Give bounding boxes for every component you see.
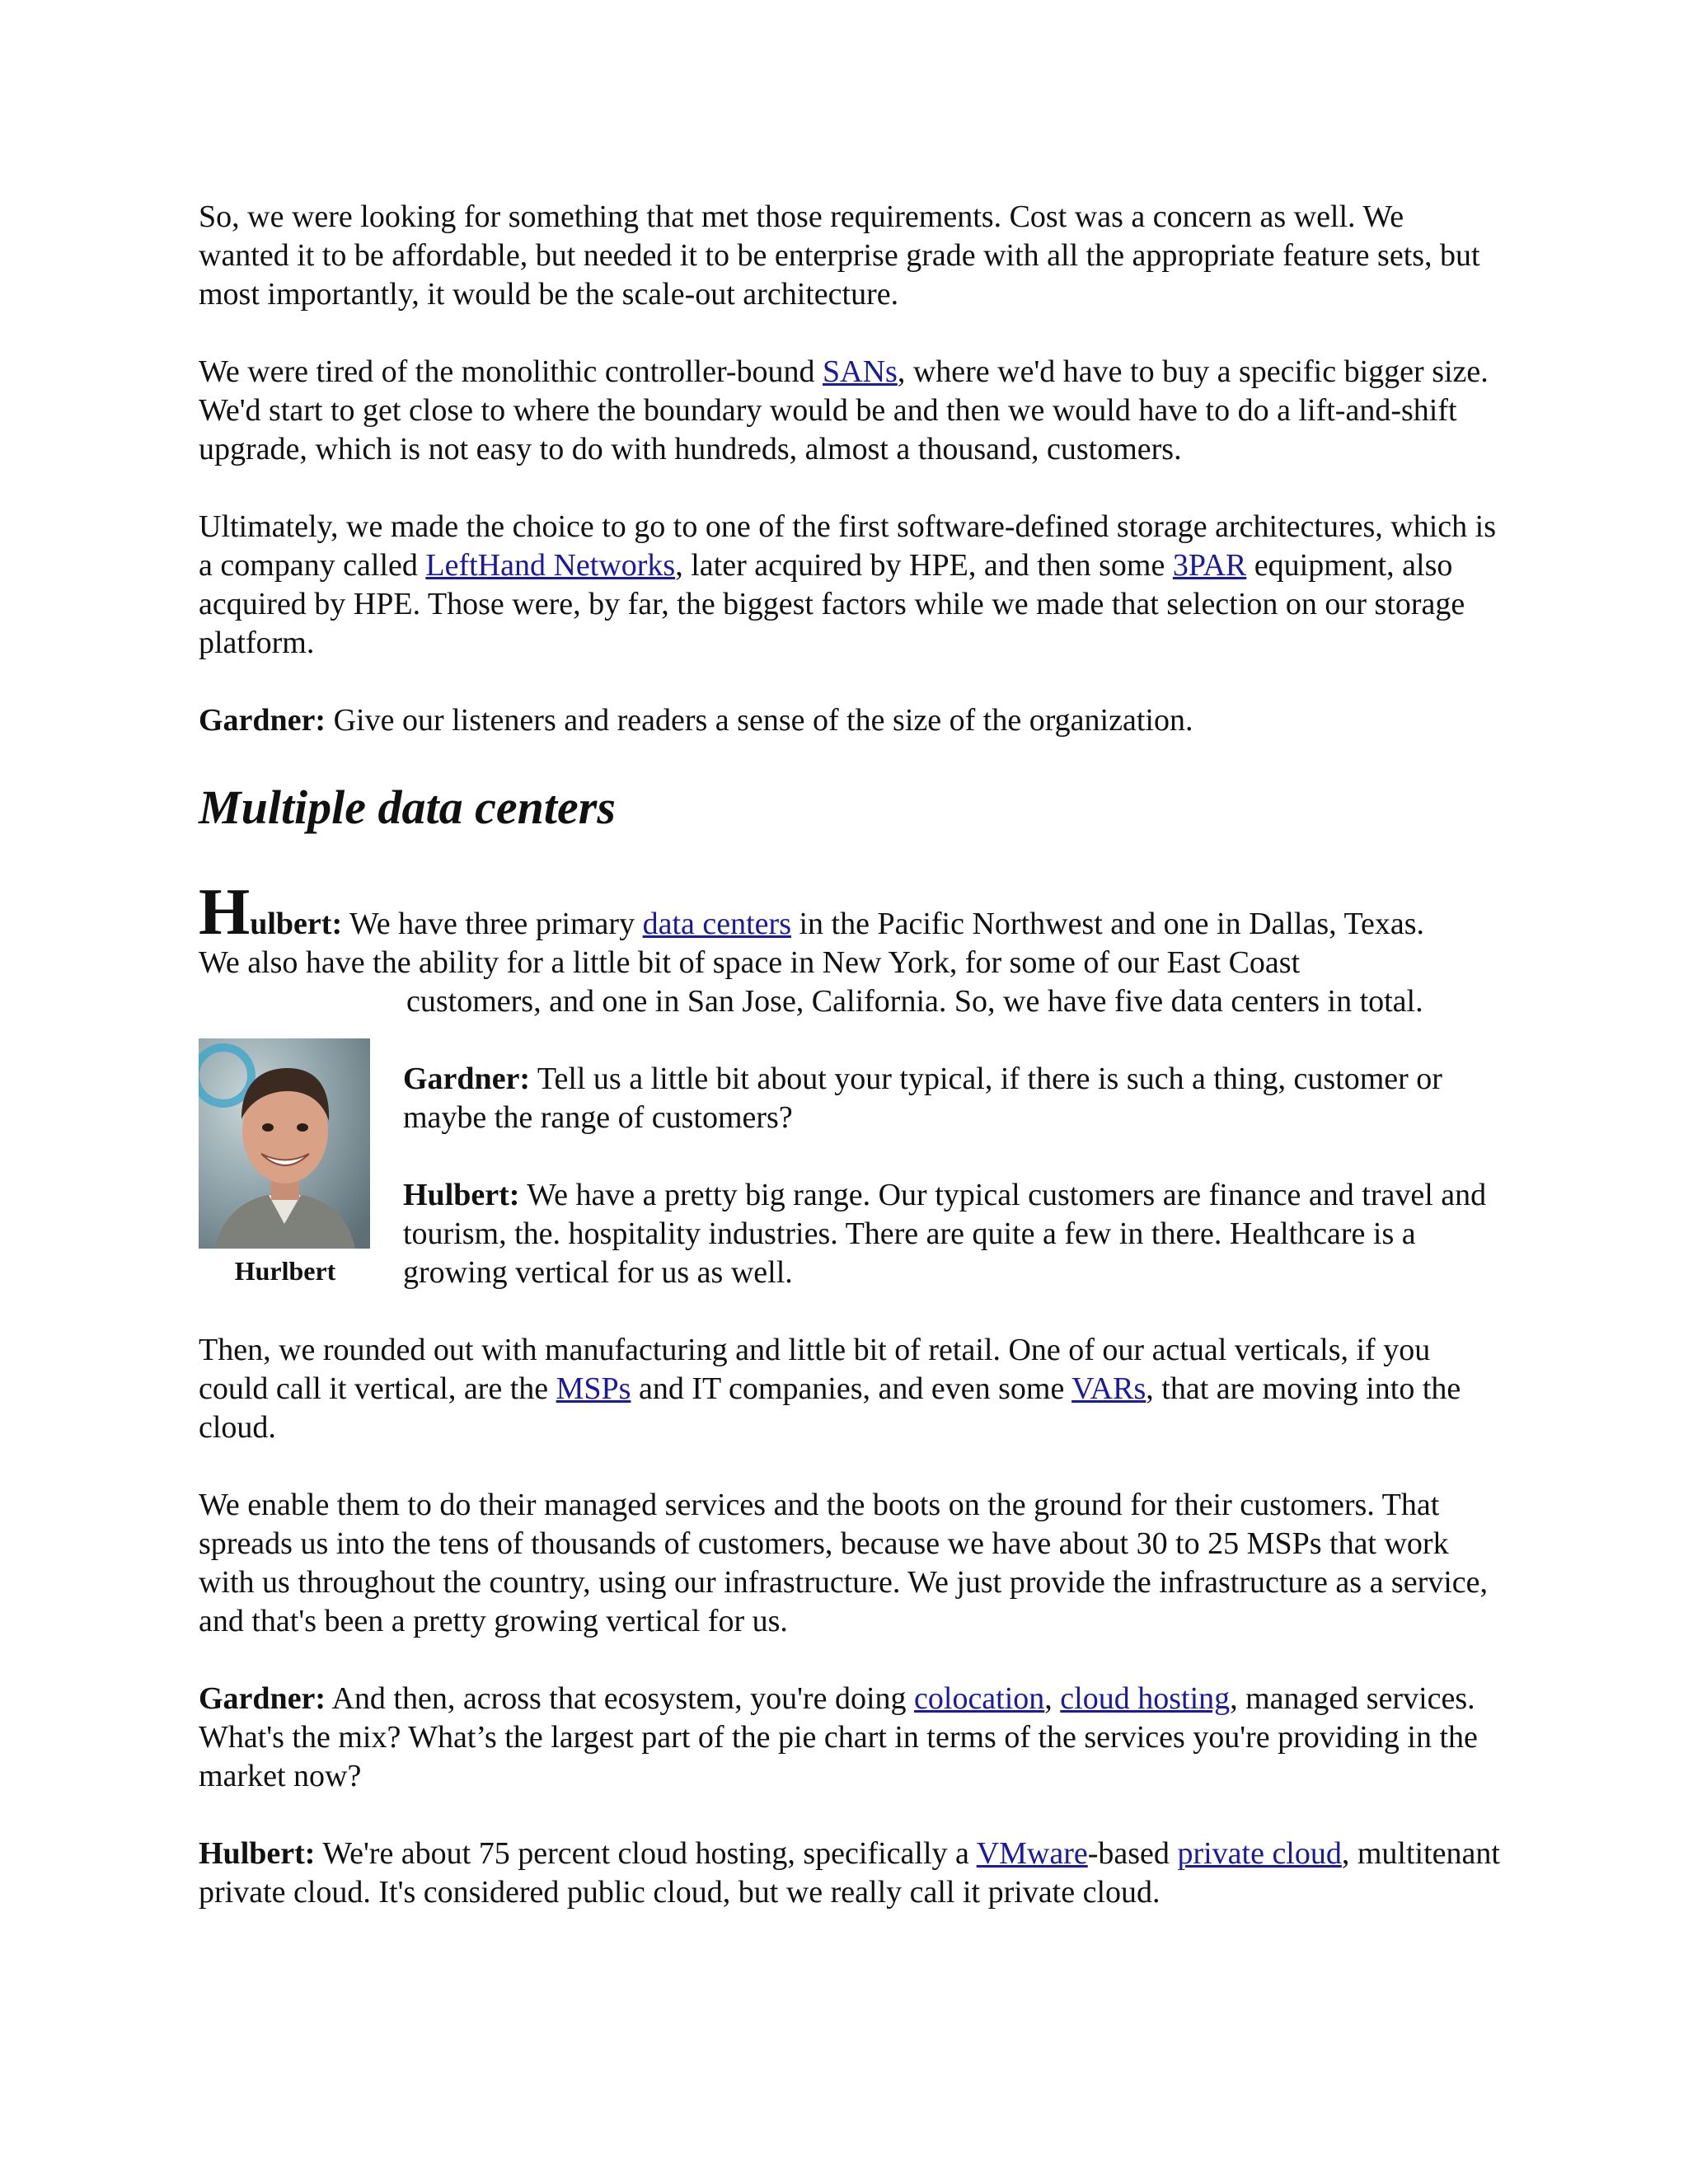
paragraph-2: We were tired of the monolithic controller-bound SANs, where we'd have to buy a specific bigger size. We'd start to get close to where the boundary would be and then we would have to do a lift-and-shift upgrade, which is not easy to do with hundreds, almost a thousand, customers. bbox=[199, 354, 1489, 466]
link-colocation[interactable]: colocation bbox=[914, 1681, 1045, 1716]
paragraph-3: Ultimately, we made the choice to go to one of the first software-defined storage architectures, which is a company called LeftHand Networks, later acquired by HPE, and then some 3PAR equipment, also acquired by HPE. Those were, by far, the biggest factors while we made that selection on our storage platform. bbox=[199, 509, 1496, 660]
photo-and-interview-block bbox=[199, 1021, 1501, 1292]
drop-cap: H bbox=[199, 876, 251, 949]
link-vmware[interactable]: VMware bbox=[976, 1836, 1088, 1871]
speaker-label: Gardner: bbox=[199, 1681, 326, 1716]
section-heading: Multiple data centers bbox=[199, 780, 616, 834]
paragraph-1: So, we were looking for something that met those requirements. Cost was a concern as well. We wanted it to be affordable, but needed it to be enterprise grade with all the appropriate feature sets, but most importantly, it would be the scale-out architecture. bbox=[199, 199, 1480, 312]
paragraph-10: Gardner: And then, across that ecosystem, you're doing colocation, cloud hosting, managed services. What's the mix? What’s the largest part of the pie chart in terms of the services you're providing in the market now? bbox=[199, 1681, 1478, 1793]
paragraph-4: Gardner: Give our listeners and readers a sense of the size of the organization. bbox=[199, 703, 1193, 738]
link-sans[interactable]: SANs bbox=[823, 354, 898, 389]
speaker-label: ulbert: bbox=[250, 907, 343, 941]
speaker-label: Hulbert: bbox=[403, 1178, 520, 1212]
paragraph-11: Hulbert: We're about 75 percent cloud hosting, specifically a VMware-based private cloud, multitenant private cloud. It's considered public cloud, but we really call it private cloud. bbox=[199, 1836, 1500, 1910]
photo-figure bbox=[199, 1021, 372, 1291]
link-cloud-hosting[interactable]: cloud hosting bbox=[1060, 1681, 1231, 1716]
paragraph-5-line-3: customers, and one in San Jose, California. So, we have five data centers in total. bbox=[406, 984, 1423, 1019]
speaker-label: Gardner: bbox=[403, 1062, 531, 1096]
interview-column bbox=[403, 1021, 1501, 1292]
link-msps[interactable]: MSPs bbox=[556, 1371, 631, 1406]
link-3par[interactable]: 3PAR bbox=[1172, 548, 1247, 583]
portrait-photo bbox=[199, 1038, 370, 1249]
paragraph-8: Then, we rounded out with manufacturing and little bit of retail. One of our actual verticals, if you could call it vertical, are the MSPs and IT companies, and even some VARs, that are moving into the cloud. bbox=[199, 1333, 1461, 1445]
paragraph-9: We enable them to do their managed services and the boots on the ground for their customers. That spreads us into the tens of thousands of customers, because we have about 30 to 25 MSPs that work with us throughout the country, using our infrastructure. We just provide the infrastructure as a service, and that's been a pretty growing vertical for us. bbox=[199, 1488, 1489, 1638]
photo-caption: Hurlbert bbox=[234, 1256, 336, 1286]
link-lefthand-networks[interactable]: LeftHand Networks bbox=[425, 548, 676, 583]
link-data-centers[interactable]: data centers bbox=[642, 907, 791, 941]
link-vars[interactable]: VARs bbox=[1071, 1371, 1146, 1406]
portrait-image bbox=[199, 1038, 370, 1249]
paragraph-5-line-2: We also have the ability for a little bit of space in New York, for some of our East Coast bbox=[199, 945, 1301, 980]
paragraph-6: Gardner: Tell us a little bit about your typical, if there is such a thing, customer or maybe the range of customers? bbox=[403, 1062, 1442, 1135]
link-private-cloud[interactable]: private cloud bbox=[1177, 1836, 1342, 1871]
speaker-label: Gardner: bbox=[199, 703, 326, 738]
paragraph-5-line-1: Hulbert: We have three primary data centers in the Pacific Northwest and one in Dallas, Texas. bbox=[199, 876, 1425, 949]
paragraph-7: Hulbert: We have a pretty big range. Our typical customers are finance and travel and tourism, the. hospitality industries. There are quite a few in there. Healthcare is a growing vertical for us as well. bbox=[403, 1178, 1487, 1290]
article-body bbox=[199, 198, 1501, 1951]
speaker-label: Hulbert: bbox=[199, 1836, 316, 1871]
